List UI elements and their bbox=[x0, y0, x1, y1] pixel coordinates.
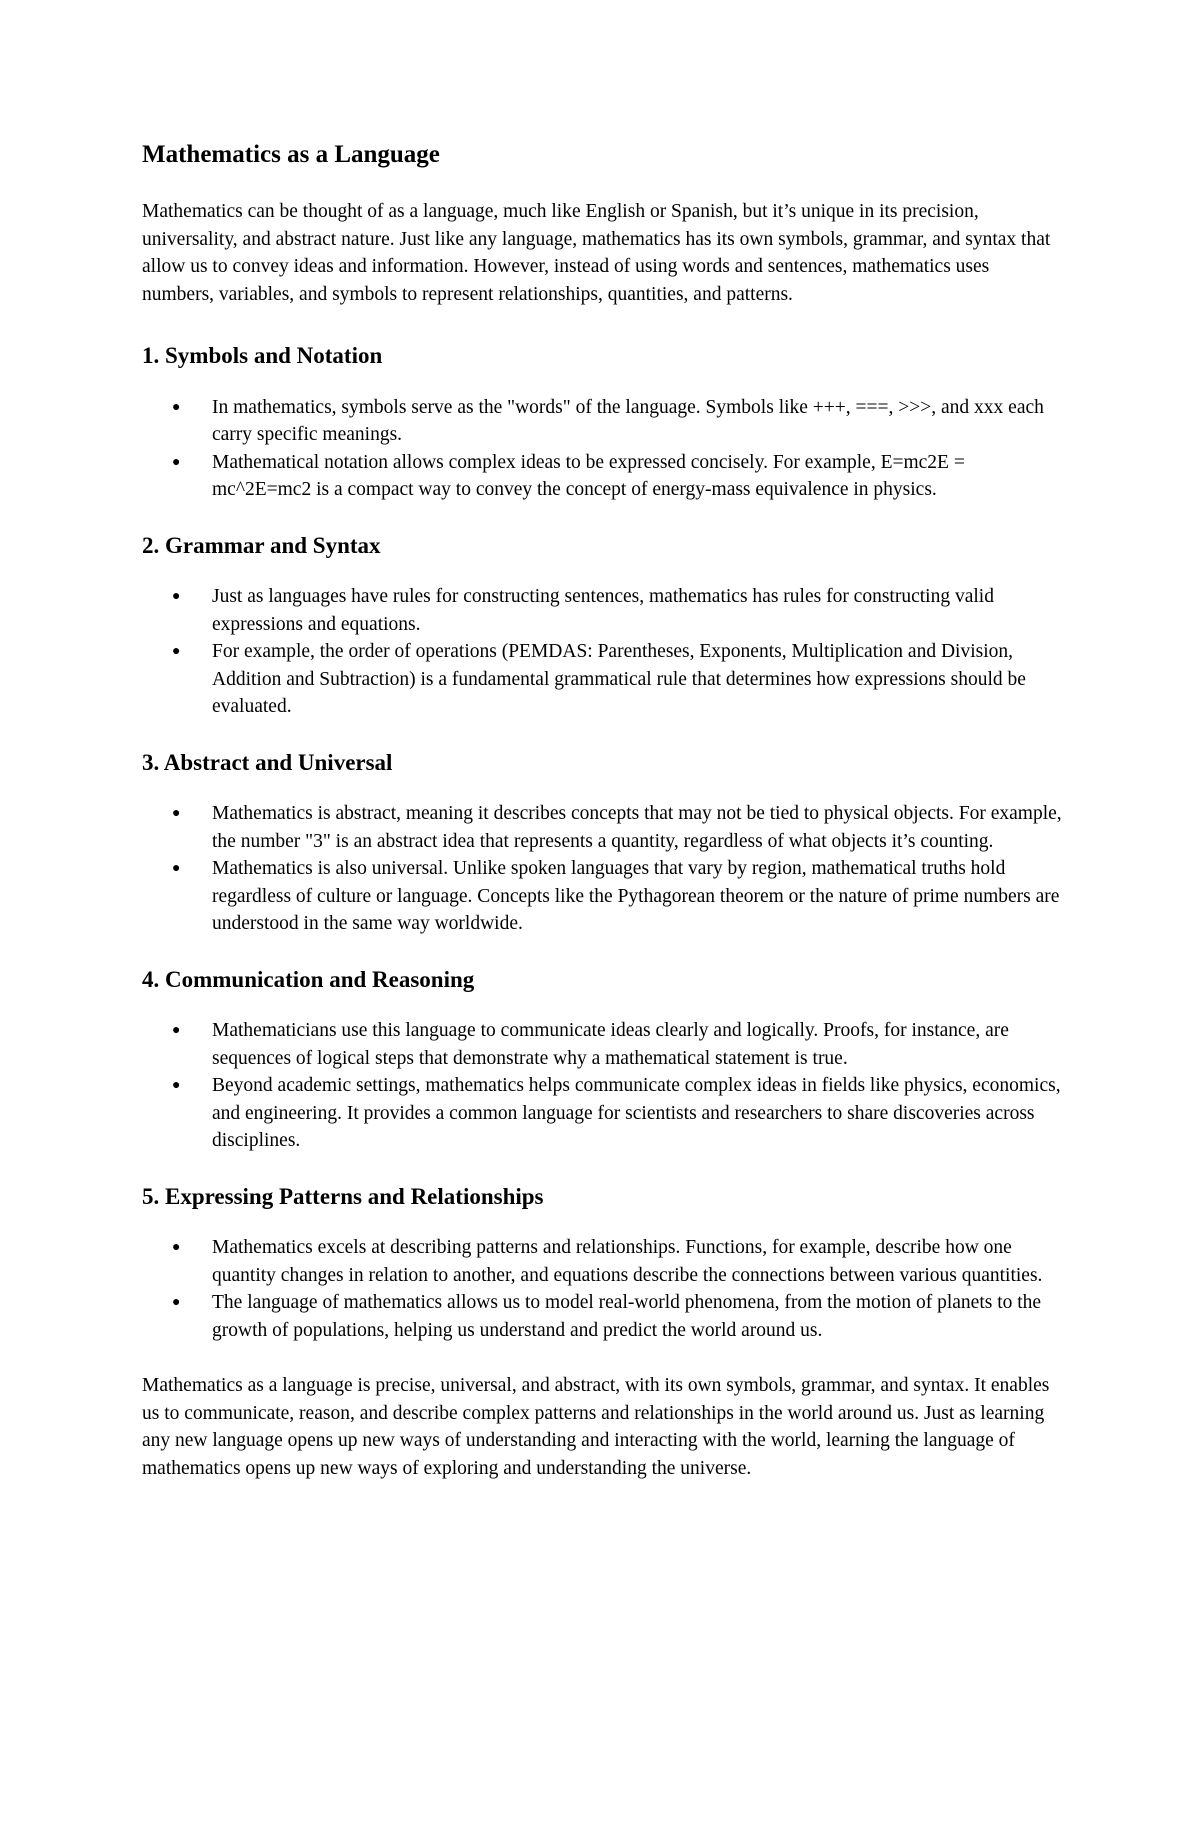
list-item-text: Mathematicians use this language to communicate ideas clearly and logically. Proofs, for instance, are sequences of logical steps that demonstrate why a mathematical statement is true. bbox=[212, 1020, 1009, 1069]
list-item-text: Mathematics excels at describing patterns and relationships. Functions, for example, describe how one quantity changes in relation to another, and equations describe the connections between various quantities. bbox=[212, 1237, 1043, 1286]
bullet-list bbox=[142, 800, 1062, 938]
bullet-icon: ● bbox=[172, 806, 181, 822]
list-item bbox=[142, 394, 1062, 449]
list-item-text: Mathematics is also universal. Unlike spoken languages that vary by region, mathematical truths hold regardless of culture or language. Concepts like the Pythagorean theorem or the nature of prime numbers are understood in the same way worldwide. bbox=[212, 858, 1060, 935]
bullet-icon: ● bbox=[172, 1078, 181, 1094]
list-item-text: Mathematical notation allows complex ideas to be expressed concisely. For example, E=mc2E = mc^2E=mc2 is a compact way to convey the concept of energy-mass equivalence in physics. bbox=[212, 451, 965, 501]
bullet-icon: ● bbox=[172, 454, 181, 470]
bullet-icon: ● bbox=[172, 644, 181, 660]
bullet-icon: ● bbox=[172, 1240, 181, 1256]
list-item-text: Mathematics is abstract, meaning it describes concepts that may not be tied to physical objects. For example, the number "3" is an abstract idea that represents a quantity, regardless of what objects it’s counting. bbox=[212, 803, 1062, 852]
list-item bbox=[142, 449, 1062, 504]
list-item bbox=[142, 583, 1062, 638]
section-grammar-syntax bbox=[142, 532, 1062, 721]
section-heading: 5. Expressing Patterns and Relationships bbox=[142, 1183, 544, 1209]
section-heading: 3. Abstract and Universal bbox=[142, 749, 393, 775]
bullet-icon: ● bbox=[172, 589, 181, 605]
section-heading: 1. Symbols and Notation bbox=[142, 343, 383, 368]
conclusion-paragraph: Mathematics as a language is precise, universal, and abstract, with its own symbols, grammar, and syntax. It enables us to communicate, reason, and describe complex patterns and relationships in the world around us. Just as learning any new language opens up new ways of understanding and interacting with the world, learning the language of mathematics opens up new ways of exploring and understanding the universe. bbox=[142, 1375, 1050, 1479]
bullet-icon: ● bbox=[172, 1023, 181, 1039]
list-item-text: Beyond academic settings, mathematics helps communicate complex ideas in fields like physics, economics, and engineering. It provides a common language for scientists and researchers to share discoveries across disciplines. bbox=[212, 1075, 1061, 1152]
section-symbols-notation bbox=[142, 342, 1062, 504]
list-item bbox=[142, 800, 1062, 855]
list-item-text: Just as languages have rules for constructing sentences, mathematics has rules for constructing valid expressions and equations. bbox=[212, 586, 994, 635]
document-page bbox=[142, 140, 1062, 1482]
list-item bbox=[142, 1072, 1062, 1155]
list-item bbox=[142, 638, 1062, 721]
list-item-text: In mathematics, symbols serve as the "words" of the language. Symbols like +++, ===, >>>, and xxx each carry specific meanings. bbox=[212, 396, 1044, 446]
list-item-text: The language of mathematics allows us to model real-world phenomena, from the motion of planets to the growth of populations, helping us understand and predict the world around us. bbox=[212, 1292, 1042, 1341]
section-patterns-relationships bbox=[142, 1183, 1062, 1345]
list-item bbox=[142, 1289, 1062, 1344]
list-item bbox=[142, 1234, 1062, 1289]
list-item bbox=[142, 1017, 1062, 1072]
bullet-list bbox=[142, 394, 1062, 504]
bullet-list bbox=[142, 1234, 1062, 1344]
bullet-icon: ● bbox=[172, 399, 181, 415]
list-item bbox=[142, 855, 1062, 938]
bullet-icon: ● bbox=[172, 1295, 181, 1311]
bullet-list bbox=[142, 1017, 1062, 1155]
bullet-list bbox=[142, 583, 1062, 721]
section-heading: 2. Grammar and Syntax bbox=[142, 532, 381, 558]
intro-paragraph: Mathematics can be thought of as a language, much like English or Spanish, but it’s unique in its precision, universality, and abstract nature. Just like any language, mathematics has its own symbols, grammar, and syntax that allow us to convey ideas and information. However, instead of using words and sentences, mathematics uses numbers, variables, and symbols to represent relationships, quantities, and patterns. bbox=[142, 201, 1051, 305]
bullet-icon: ● bbox=[172, 861, 181, 877]
section-heading: 4. Communication and Reasoning bbox=[142, 966, 475, 992]
list-item-text: For example, the order of operations (PEMDAS: Parentheses, Exponents, Multiplication and Division, Addition and Subtraction) is a fundamental grammatical rule that determines how expressions should be evaluated. bbox=[212, 641, 1026, 718]
section-abstract-universal bbox=[142, 749, 1062, 938]
section-communication-reasoning bbox=[142, 966, 1062, 1155]
document-title: Mathematics as a Language bbox=[142, 141, 440, 168]
